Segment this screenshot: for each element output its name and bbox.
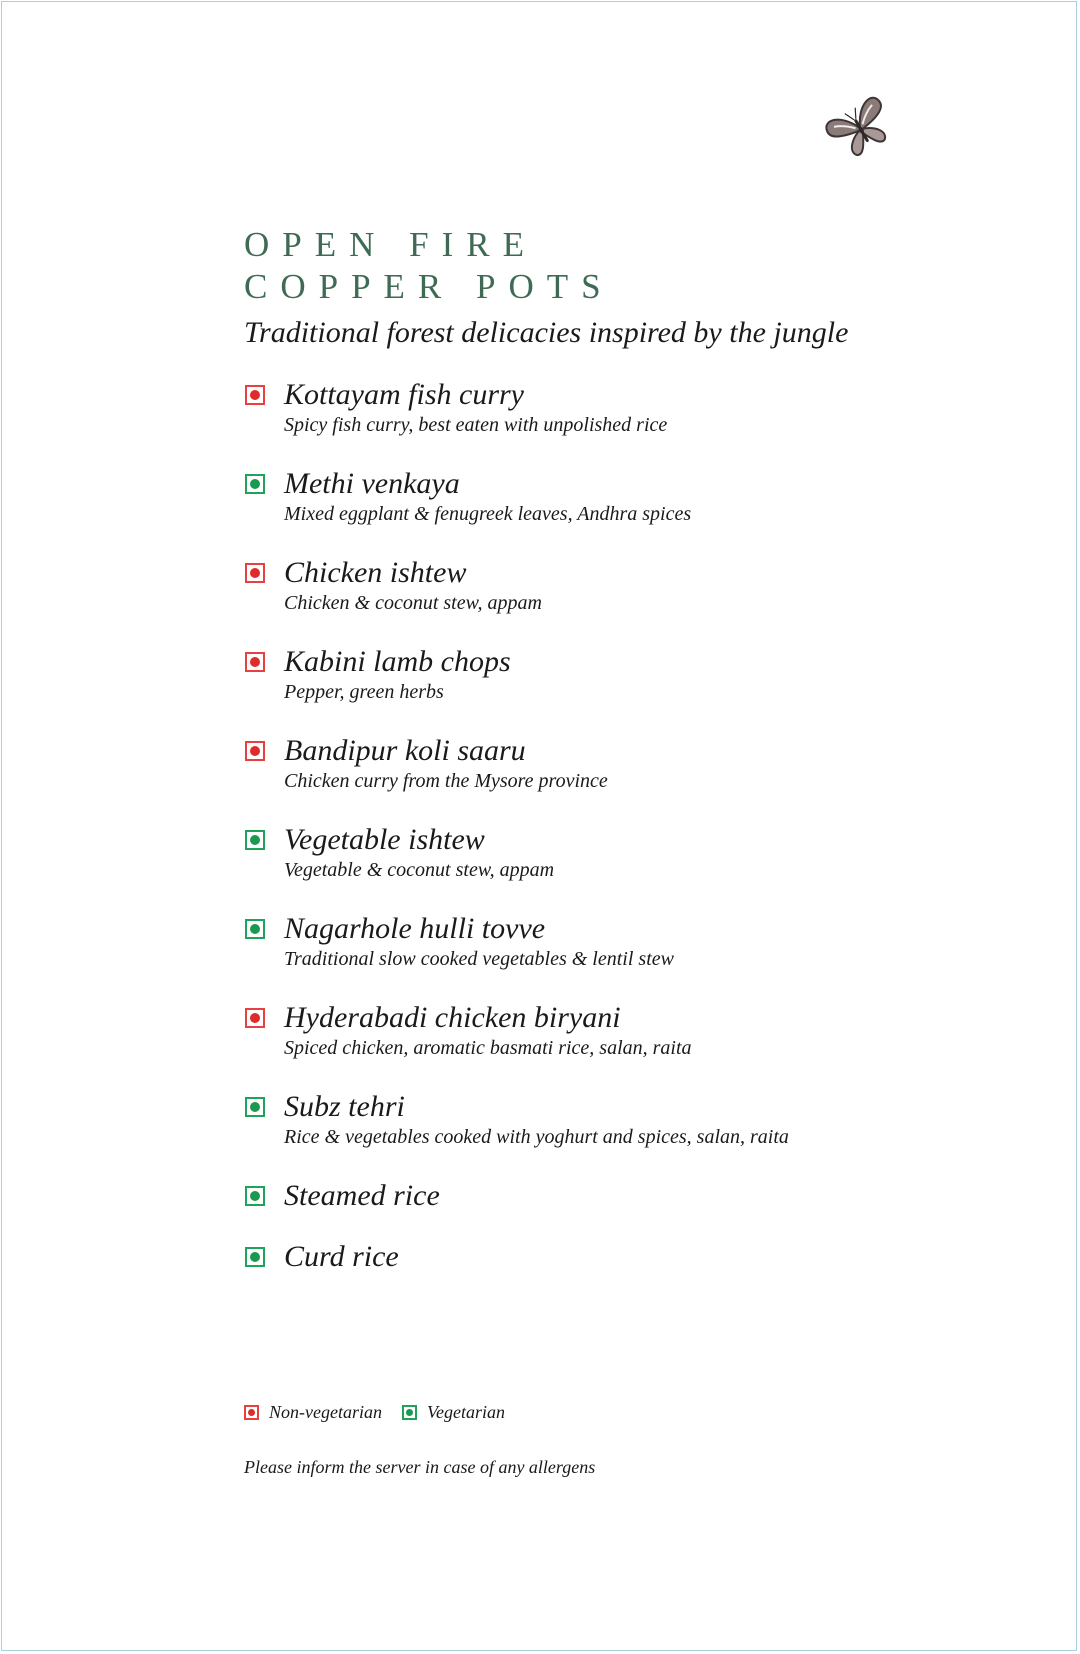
heading-line-1: OPEN FIRE: [244, 225, 537, 264]
item-name: Steamed rice: [284, 1179, 440, 1212]
item-name: Curd rice: [284, 1240, 399, 1273]
veg-marker-icon: [245, 830, 265, 850]
veg-marker-icon: [245, 1186, 265, 1206]
veg-marker-icon: [245, 1247, 265, 1267]
menu-item: [244, 823, 964, 912]
allergen-notice: Please inform the server in case of any allergens: [244, 1457, 596, 1477]
menu-item: [244, 467, 964, 556]
menu-item: [244, 1240, 964, 1301]
menu-item: [244, 645, 964, 734]
veg-marker-icon: [245, 474, 265, 494]
item-name: Methi venkaya: [284, 467, 460, 500]
item-name: Vegetable ishtew: [284, 823, 485, 856]
menu-heading: [244, 224, 614, 308]
item-name: Nagarhole hulli tovve: [284, 912, 546, 945]
menu-subtitle: Traditional forest delicacies inspired by the jungle: [244, 316, 849, 349]
heading-line-2: COPPER POTS: [244, 267, 614, 306]
veg-marker-icon: [402, 1405, 417, 1420]
veg-marker-icon: [245, 1097, 265, 1117]
legend-veg-label: Vegetarian: [426, 1402, 505, 1422]
item-description: Rice & vegetables cooked with yoghurt and spices, salan, raita: [284, 1126, 789, 1148]
non-veg-marker-icon: [245, 741, 265, 761]
menu-item: [244, 1001, 964, 1090]
item-name: Chicken ishtew: [284, 556, 467, 589]
item-description: Pepper, green herbs: [284, 681, 444, 703]
item-description: Mixed eggplant & fenugreek leaves, Andhra spices: [284, 503, 692, 525]
menu-item: [244, 1179, 964, 1240]
item-description: Spiced chicken, aromatic basmati rice, salan, raita: [284, 1037, 692, 1059]
non-veg-marker-icon: [245, 563, 265, 583]
item-description: Traditional slow cooked vegetables & lentil stew: [284, 948, 674, 970]
item-name: Subz tehri: [284, 1090, 405, 1123]
menu-item: [244, 556, 964, 645]
item-description: Chicken & coconut stew, appam: [284, 592, 542, 614]
item-name: Hyderabadi chicken biryani: [284, 1001, 621, 1034]
item-name: Kottayam fish curry: [284, 378, 524, 411]
menu-item: [244, 734, 964, 823]
non-veg-marker-icon: [244, 1405, 259, 1420]
butterfly-icon: [820, 88, 900, 168]
item-name: Bandipur koli saaru: [284, 734, 526, 767]
diet-legend: [244, 1402, 505, 1423]
item-description: Vegetable & coconut stew, appam: [284, 859, 555, 881]
legend-non-veg-label: Non-vegetarian: [269, 1402, 382, 1422]
non-veg-marker-icon: [245, 1008, 265, 1028]
menu-item: [244, 1090, 964, 1179]
menu-item: [244, 378, 964, 467]
item-name: Kabini lamb chops: [284, 645, 511, 678]
menu-list: [244, 378, 964, 1301]
menu-item: [244, 912, 964, 1001]
non-veg-marker-icon: [245, 652, 265, 672]
item-description: Spicy fish curry, best eaten with unpolished rice: [284, 414, 668, 436]
veg-marker-icon: [245, 919, 265, 939]
item-description: Chicken curry from the Mysore province: [284, 770, 608, 792]
non-veg-marker-icon: [245, 385, 265, 405]
